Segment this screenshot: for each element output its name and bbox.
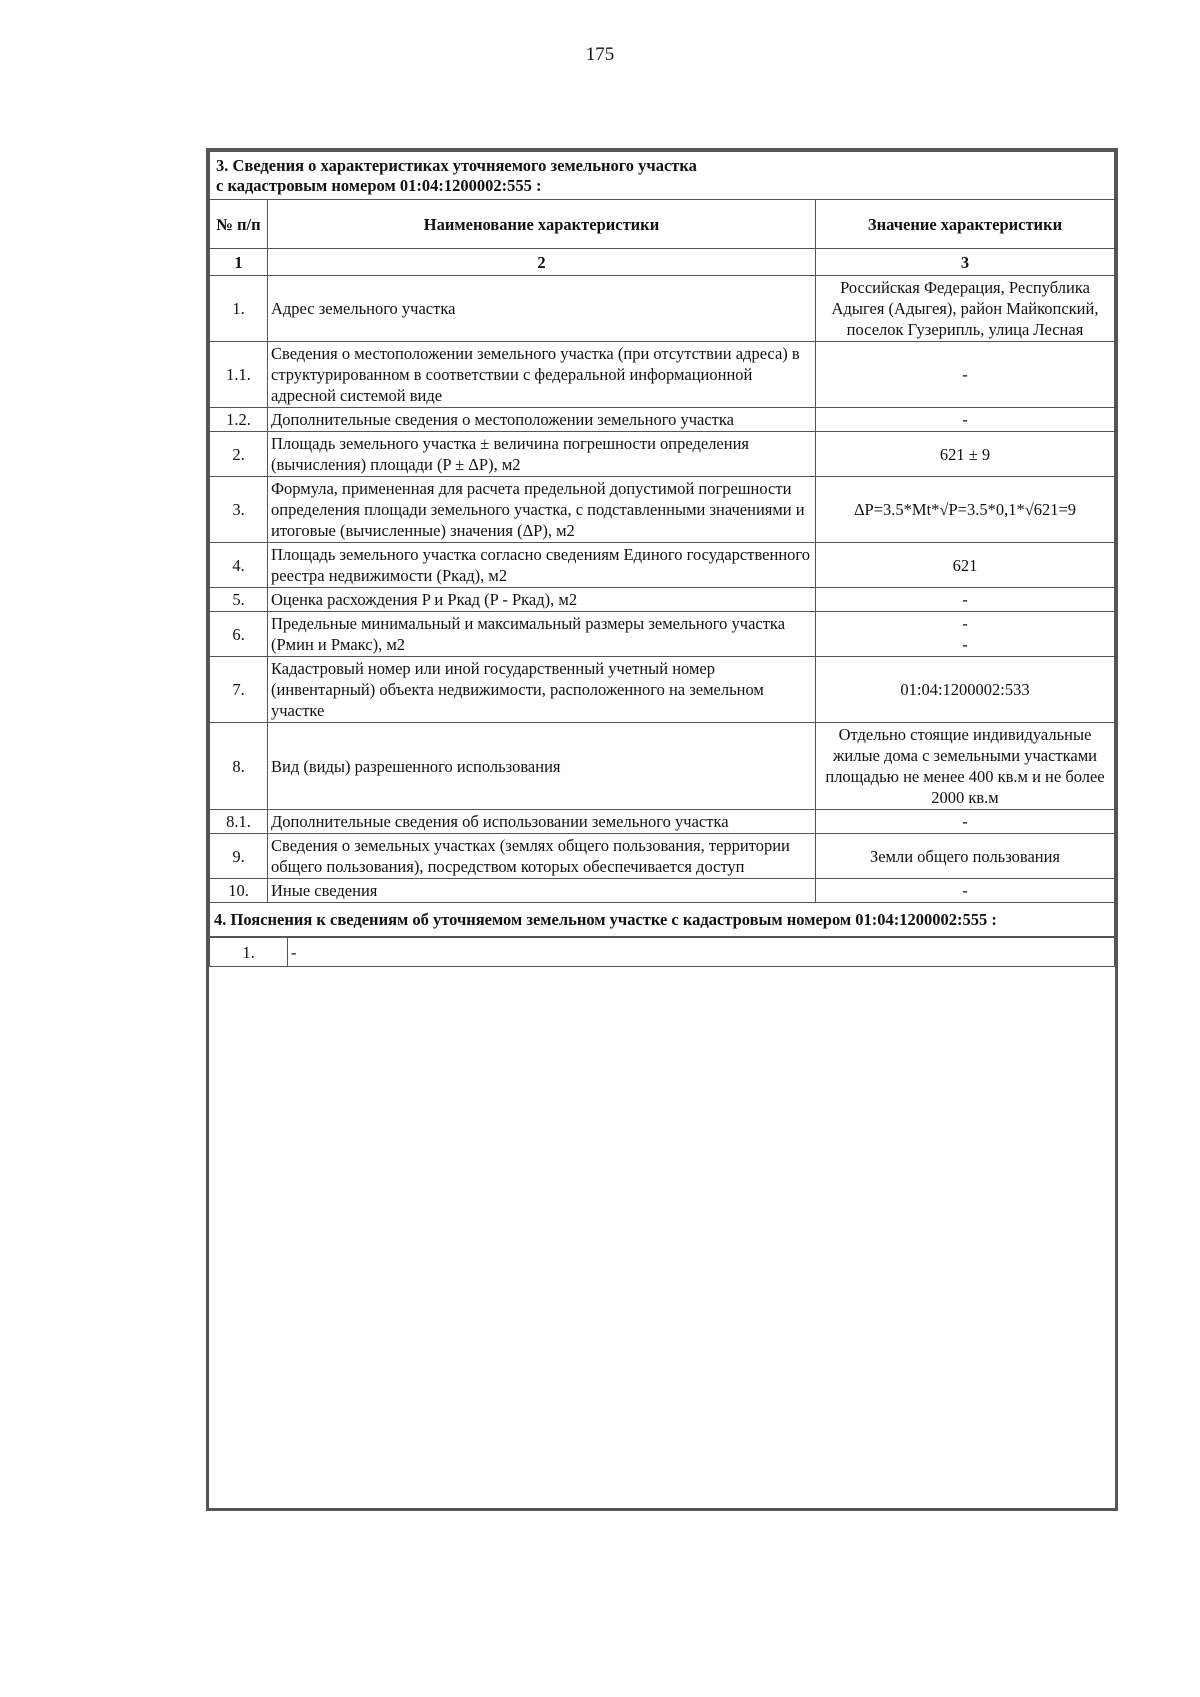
table-row [210, 342, 1115, 408]
row-value-min: - [962, 614, 968, 633]
characteristics-table [209, 151, 1115, 937]
row-number: 1.2. [210, 408, 268, 432]
row-number: 3. [210, 477, 268, 543]
index-col-1: 1 [210, 249, 268, 276]
row-name: Предельные минимальный и максимальный размеры земельного участка (Рмин и Рмакс), м2 [268, 612, 816, 657]
page-number: 175 [585, 44, 615, 65]
note-text: - [288, 938, 1115, 967]
table-row [210, 879, 1115, 903]
note-number: 1. [210, 938, 288, 967]
section3-title-line2: с кадастровым номером 01:04:1200002:555 : [216, 176, 542, 195]
header-value: Значение характеристики [816, 200, 1115, 249]
row-name: Сведения о местоположении земельного участка (при отсутствии адреса) в структурированном в соответствии с федеральной информационной адресной системой виде [268, 342, 816, 408]
row-number: 1. [210, 276, 268, 342]
row-value: 621 [816, 543, 1115, 588]
table-row [210, 588, 1115, 612]
row-value: - [816, 588, 1115, 612]
row-name: Адрес земельного участка [268, 276, 816, 342]
table-row [210, 810, 1115, 834]
row-name: Кадастровый номер или иной государственный учетный номер (инвентарный) объекта недвижимости, расположенного на земельном участке [268, 657, 816, 723]
table-row [210, 276, 1115, 342]
document-frame [206, 148, 1118, 1511]
table-row [210, 657, 1115, 723]
table-row [210, 612, 1115, 657]
table-row [210, 408, 1115, 432]
row-name: Сведения о земельных участках (землях общего пользования, территории общего пользования), посредством которых обеспечивается доступ [268, 834, 816, 879]
row-value [816, 612, 1115, 657]
row-value: - [816, 810, 1115, 834]
row-name: Иные сведения [268, 879, 816, 903]
row-name: Оценка расхождения P и Ркад (P - Ркад), м2 [268, 588, 816, 612]
list-item [210, 938, 1115, 967]
index-col-2: 2 [268, 249, 816, 276]
row-value: - [816, 408, 1115, 432]
row-value: - [816, 879, 1115, 903]
row-value: Отдельно стоящие индивидуальные жилые дома с земельными участками площадью не менее 400 кв.м и не более 2000 кв.м [816, 723, 1115, 810]
row-number: 2. [210, 432, 268, 477]
index-col-3: 3 [816, 249, 1115, 276]
row-number: 1.1. [210, 342, 268, 408]
row-value-max: - [962, 635, 968, 654]
table-row [210, 543, 1115, 588]
row-value: Земли общего пользования [816, 834, 1115, 879]
section3-title [210, 152, 1115, 200]
row-number: 9. [210, 834, 268, 879]
row-name: Площадь земельного участка ± величина погрешности определения (вычисления) площади (P ± ΔP), м2 [268, 432, 816, 477]
row-number: 7. [210, 657, 268, 723]
row-number: 6. [210, 612, 268, 657]
table-row [210, 477, 1115, 543]
row-number: 8. [210, 723, 268, 810]
table-row [210, 432, 1115, 477]
section3-title-line1: 3. Сведения о характеристиках уточняемого земельного участка [216, 156, 697, 175]
row-value: 01:04:1200002:533 [816, 657, 1115, 723]
row-name: Формула, примененная для расчета предельной допустимой погрешности определения площади земельного участка, с подставленными значениями и итоговые (вычисленные) значения (ΔP), м2 [268, 477, 816, 543]
row-name: Дополнительные сведения об использовании земельного участка [268, 810, 816, 834]
row-number: 10. [210, 879, 268, 903]
header-number: № п/п [210, 200, 268, 249]
row-name: Площадь земельного участка согласно сведениям Единого государственного реестра недвижимости (Ркад), м2 [268, 543, 816, 588]
header-name: Наименование характеристики [268, 200, 816, 249]
table-row [210, 834, 1115, 879]
row-number: 5. [210, 588, 268, 612]
row-number: 8.1. [210, 810, 268, 834]
row-name: Дополнительные сведения о местоположении земельного участка [268, 408, 816, 432]
row-name: Вид (виды) разрешенного использования [268, 723, 816, 810]
section4-title: 4. Пояснения к сведениям об уточняемом земельном участке с кадастровым номером 01:04:1200002:555 : [210, 903, 1115, 937]
notes-table [209, 937, 1115, 967]
row-value: Российская Федерация, Республика Адыгея (Адыгея), район Майкопский, поселок Гузерипль, улица Лесная [816, 276, 1115, 342]
row-number: 4. [210, 543, 268, 588]
table-row [210, 723, 1115, 810]
row-value: - [816, 342, 1115, 408]
row-value: 621 ± 9 [816, 432, 1115, 477]
row-value: ΔP=3.5*Mt*√P=3.5*0,1*√621=9 [816, 477, 1115, 543]
